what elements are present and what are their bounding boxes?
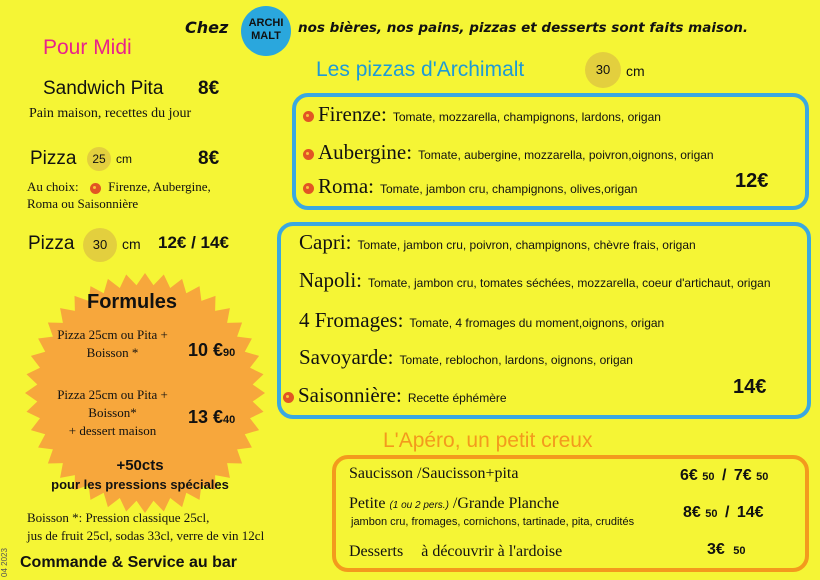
formule1-price-cents: 90 <box>223 347 236 359</box>
formules-extra <box>30 457 250 492</box>
choice-line1: Firenze, Aubergine, <box>108 179 211 194</box>
pizza-desc: Tomate, aubergine, mozzarella, poivron,oignons, origan <box>418 148 714 162</box>
pizza-marker-icon <box>283 392 294 403</box>
formule2-line1: Pizza 25cm ou Pita + <box>57 387 168 402</box>
pizza-row <box>303 174 637 199</box>
logo-text-top: ARCHI <box>248 17 284 29</box>
saucisson-price-b: 7€ <box>733 467 752 484</box>
pizza-name: Saisonnière: <box>298 383 402 407</box>
desserts-name: Desserts <box>349 543 404 560</box>
planche-name <box>349 495 559 513</box>
pizza-choice <box>27 178 211 212</box>
group1-price: 12€ <box>735 170 769 192</box>
apero-title: L'Apéro, un petit creux <box>383 429 593 452</box>
formule1-price-main: 10 € <box>188 340 224 360</box>
pizza-name: Aubergine: <box>318 140 413 164</box>
choice-line2: Roma ou Saisonnière <box>27 196 139 211</box>
pizza-marker-icon <box>303 183 314 194</box>
planche-price <box>683 504 764 522</box>
planche-price-a: 8€ <box>683 504 701 521</box>
pizza-name: Napoli: <box>299 268 362 292</box>
pizza-row <box>299 230 696 255</box>
pizza-row <box>299 308 664 333</box>
pizza-row <box>299 268 771 293</box>
pizza30-price: 12€ / 14€ <box>158 233 229 252</box>
pizza25-name: Pizza <box>30 148 77 169</box>
formule1-text <box>40 326 185 362</box>
chez-label: Chez <box>185 18 229 37</box>
pizzas-title: Les pizzas d'Archimalt <box>316 58 525 81</box>
pizza-row <box>283 383 507 408</box>
pizza-name: 4 Fromages: <box>299 308 404 332</box>
pizza-marker-icon <box>90 183 101 194</box>
sandwich-desc: Pain maison, recettes du jour <box>29 106 192 121</box>
saucisson-cents-a: 50 <box>702 471 715 483</box>
pizza25-size-badge <box>87 147 111 171</box>
sandwich-price: 8€ <box>198 78 220 99</box>
pizzas-unit: cm <box>626 63 645 79</box>
sandwich-name: Sandwich Pita <box>43 78 164 99</box>
formule2-price-cents: 40 <box>223 414 236 426</box>
saucisson-price <box>680 467 768 485</box>
saucisson-price-a: 6€ <box>680 467 698 484</box>
formule2-line2: Boisson* <box>88 405 137 420</box>
pizza-row <box>303 102 661 127</box>
formule1-price <box>188 340 235 361</box>
pizza-marker-icon <box>303 149 314 160</box>
pizza-desc: Tomate, jambon cru, poivron, champignons, chèvre frais, origan <box>357 238 696 252</box>
pizza-desc: Tomate, 4 fromages du moment,oignons, origan <box>409 316 665 330</box>
pizza-name: Savoyarde: <box>299 345 394 369</box>
pizza25-price: 8€ <box>198 148 220 169</box>
desserts-row <box>349 543 562 561</box>
saucisson-cents-b: 50 <box>756 471 769 483</box>
desserts-price <box>707 541 746 559</box>
midi-title: Pour Midi <box>43 36 132 59</box>
pizza25-unit: cm <box>116 152 132 166</box>
boisson-line2: jus de fruit 25cl, sodas 33cl, verre de vin 12cl <box>27 528 265 543</box>
saucisson-name: Saucisson /Saucisson+pita <box>349 465 519 482</box>
pizza30-unit: cm <box>122 236 141 252</box>
pizza-desc: Recette éphémère <box>407 391 507 405</box>
extra-line1: +50cts <box>116 457 164 474</box>
formule2-line3: + dessert maison <box>68 423 157 438</box>
extra-line2: pour les pressions spéciales <box>51 477 229 492</box>
formule2-price-main: 13 € <box>188 407 224 427</box>
pizza-row <box>303 140 714 165</box>
planche-desc: jambon cru, fromages, cornichons, tartinade, pita, crudités <box>351 516 635 528</box>
pizzas-size-badge <box>585 52 621 88</box>
pizza25-size: 25 <box>92 152 106 166</box>
planche-sep: / <box>724 504 730 521</box>
pizza-name: Capri: <box>299 230 352 254</box>
formules-title: Formules <box>87 291 178 313</box>
archimalt-logo <box>241 6 291 56</box>
pizza-desc: Tomate, reblochon, lardons, oignons, origan <box>399 353 633 367</box>
planche-name-b: /Grande Planche <box>452 495 560 512</box>
pizza-desc: Tomate, mozzarella, champignons, lardons, origan <box>392 110 661 124</box>
choice-label: Au choix: <box>27 179 79 194</box>
pizza-name: Firenze: <box>318 102 387 126</box>
saucisson-sep: / <box>721 467 727 484</box>
formule2-text <box>40 386 185 440</box>
formule2-price <box>188 407 235 428</box>
pizza30-size: 30 <box>92 237 108 252</box>
planche-name-a: Petite <box>349 495 386 512</box>
planche-note: (1 ou 2 pers.) <box>389 500 449 511</box>
pizza-name: Roma: <box>318 174 374 198</box>
pizza-marker-icon <box>303 111 314 122</box>
formule1-line2: Boisson * <box>86 345 139 360</box>
desserts-cents: 50 <box>733 545 746 557</box>
date-label: 04 2023 <box>0 548 9 577</box>
formule1-line1: Pizza 25cm ou Pita + <box>57 327 168 342</box>
pizzas-size: 30 <box>595 62 611 77</box>
desserts-price-main: 3€ <box>707 541 725 558</box>
logo-text-bottom: MALT <box>251 30 281 42</box>
boisson-line1: Boisson *: Pression classique 25cl, <box>27 510 210 525</box>
pizza-row <box>299 345 633 370</box>
planche-cents-a: 50 <box>705 508 718 520</box>
tagline: nos bières, nos pains, pizzas et desserts sont faits maison. <box>298 20 749 36</box>
pizza-desc: Tomate, jambon cru, tomates séchées, mozzarella, coeur d'artichaut, origan <box>368 276 771 290</box>
pizza30-size-badge <box>83 228 117 262</box>
pizza-desc: Tomate, jambon cru, champignons, olives,origan <box>380 182 638 196</box>
commande-label: Commande & Service au bar <box>20 554 237 571</box>
desserts-desc: à découvrir à l'ardoise <box>421 543 563 560</box>
boisson-note <box>27 509 264 545</box>
planche-price-b: 14€ <box>736 504 764 521</box>
group2-price: 14€ <box>733 376 767 398</box>
pizza30-name: Pizza <box>28 233 75 254</box>
